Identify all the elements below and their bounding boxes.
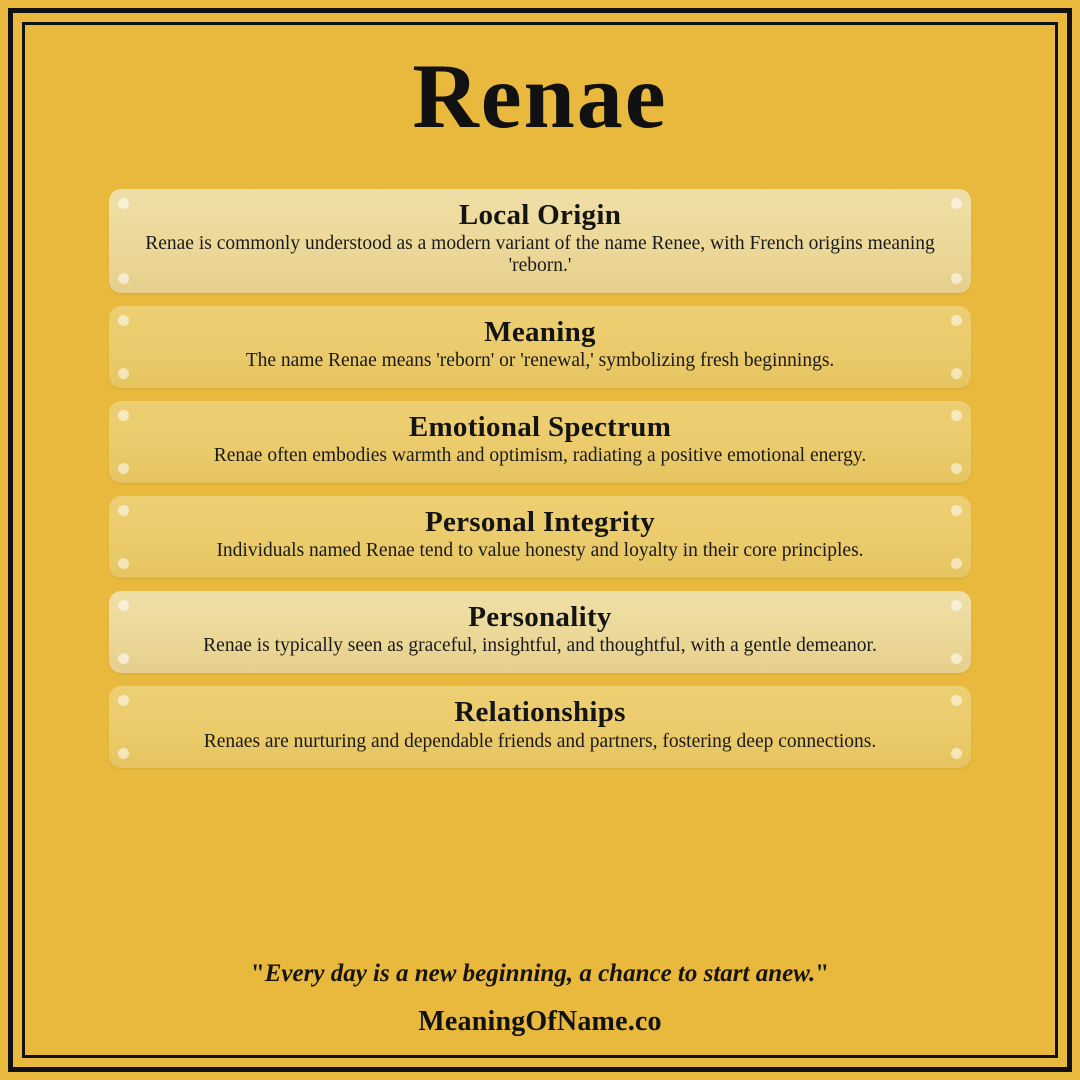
corner-dot-icon (951, 463, 962, 474)
quote-body: Every day is a new beginning, a chance to start anew. (264, 960, 816, 987)
corner-dot-icon (118, 748, 129, 759)
card-title: Emotional Spectrum (408, 410, 672, 443)
card-title: Relationships (454, 696, 626, 729)
corner-dot-icon (951, 273, 962, 284)
card-text: The name Renae means 'reborn' or 'renewal,' symbolizing fresh beginnings. (245, 349, 835, 371)
corner-dot-icon (951, 600, 962, 611)
corner-dot-icon (951, 368, 962, 379)
corner-dot-icon (951, 198, 962, 209)
corner-dot-icon (951, 315, 962, 326)
corner-dot-icon (118, 463, 129, 474)
corner-dot-icon (118, 695, 129, 706)
corner-dot-icon (118, 600, 129, 611)
card-emotional-spectrum (109, 401, 971, 483)
quote-close-mark: " (815, 960, 830, 987)
corner-dot-icon (118, 368, 129, 379)
card-text: Renae is typically seen as graceful, insightful, and thoughtful, with a gentle demeanor. (203, 635, 877, 657)
corner-dot-icon (951, 653, 962, 664)
corner-dot-icon (118, 558, 129, 569)
corner-dot-icon (118, 410, 129, 421)
corner-dot-icon (118, 653, 129, 664)
card-title: Meaning (484, 315, 596, 348)
corner-dot-icon (951, 558, 962, 569)
card-personality (109, 591, 971, 673)
card-meaning (109, 306, 971, 388)
quote-text (30, 960, 1050, 988)
card-relationships (109, 686, 971, 768)
poster-content (30, 30, 1050, 1050)
corner-dot-icon (951, 748, 962, 759)
corner-dot-icon (118, 198, 129, 209)
card-title: Personality (468, 601, 612, 634)
corner-dot-icon (951, 410, 962, 421)
brand-name: MeaningOfName.co (418, 1006, 662, 1037)
corner-dot-icon (951, 505, 962, 516)
card-title: Local Origin (458, 198, 622, 231)
card-text: Individuals named Renae tend to value honesty and loyalty in their core principles. (216, 540, 864, 562)
card-personal-integrity (109, 496, 971, 578)
page-title: Renae (412, 45, 668, 147)
poster-footer (30, 960, 1050, 1050)
corner-dot-icon (118, 273, 129, 284)
corner-dot-icon (118, 505, 129, 516)
card-text: Renae often embodies warmth and optimism, radiating a positive emotional energy. (213, 445, 867, 467)
attribute-card-list (109, 189, 971, 769)
corner-dot-icon (951, 695, 962, 706)
card-text: Renae is commonly understood as a modern variant of the name Renee, with French origins meaning 'reborn.' (145, 232, 935, 276)
card-title: Personal Integrity (424, 505, 656, 538)
card-text: Renaes are nurturing and dependable friends and partners, fostering deep connections. (203, 730, 877, 752)
card-local-origin (109, 189, 971, 293)
quote-open-mark: " (250, 960, 265, 987)
corner-dot-icon (118, 315, 129, 326)
